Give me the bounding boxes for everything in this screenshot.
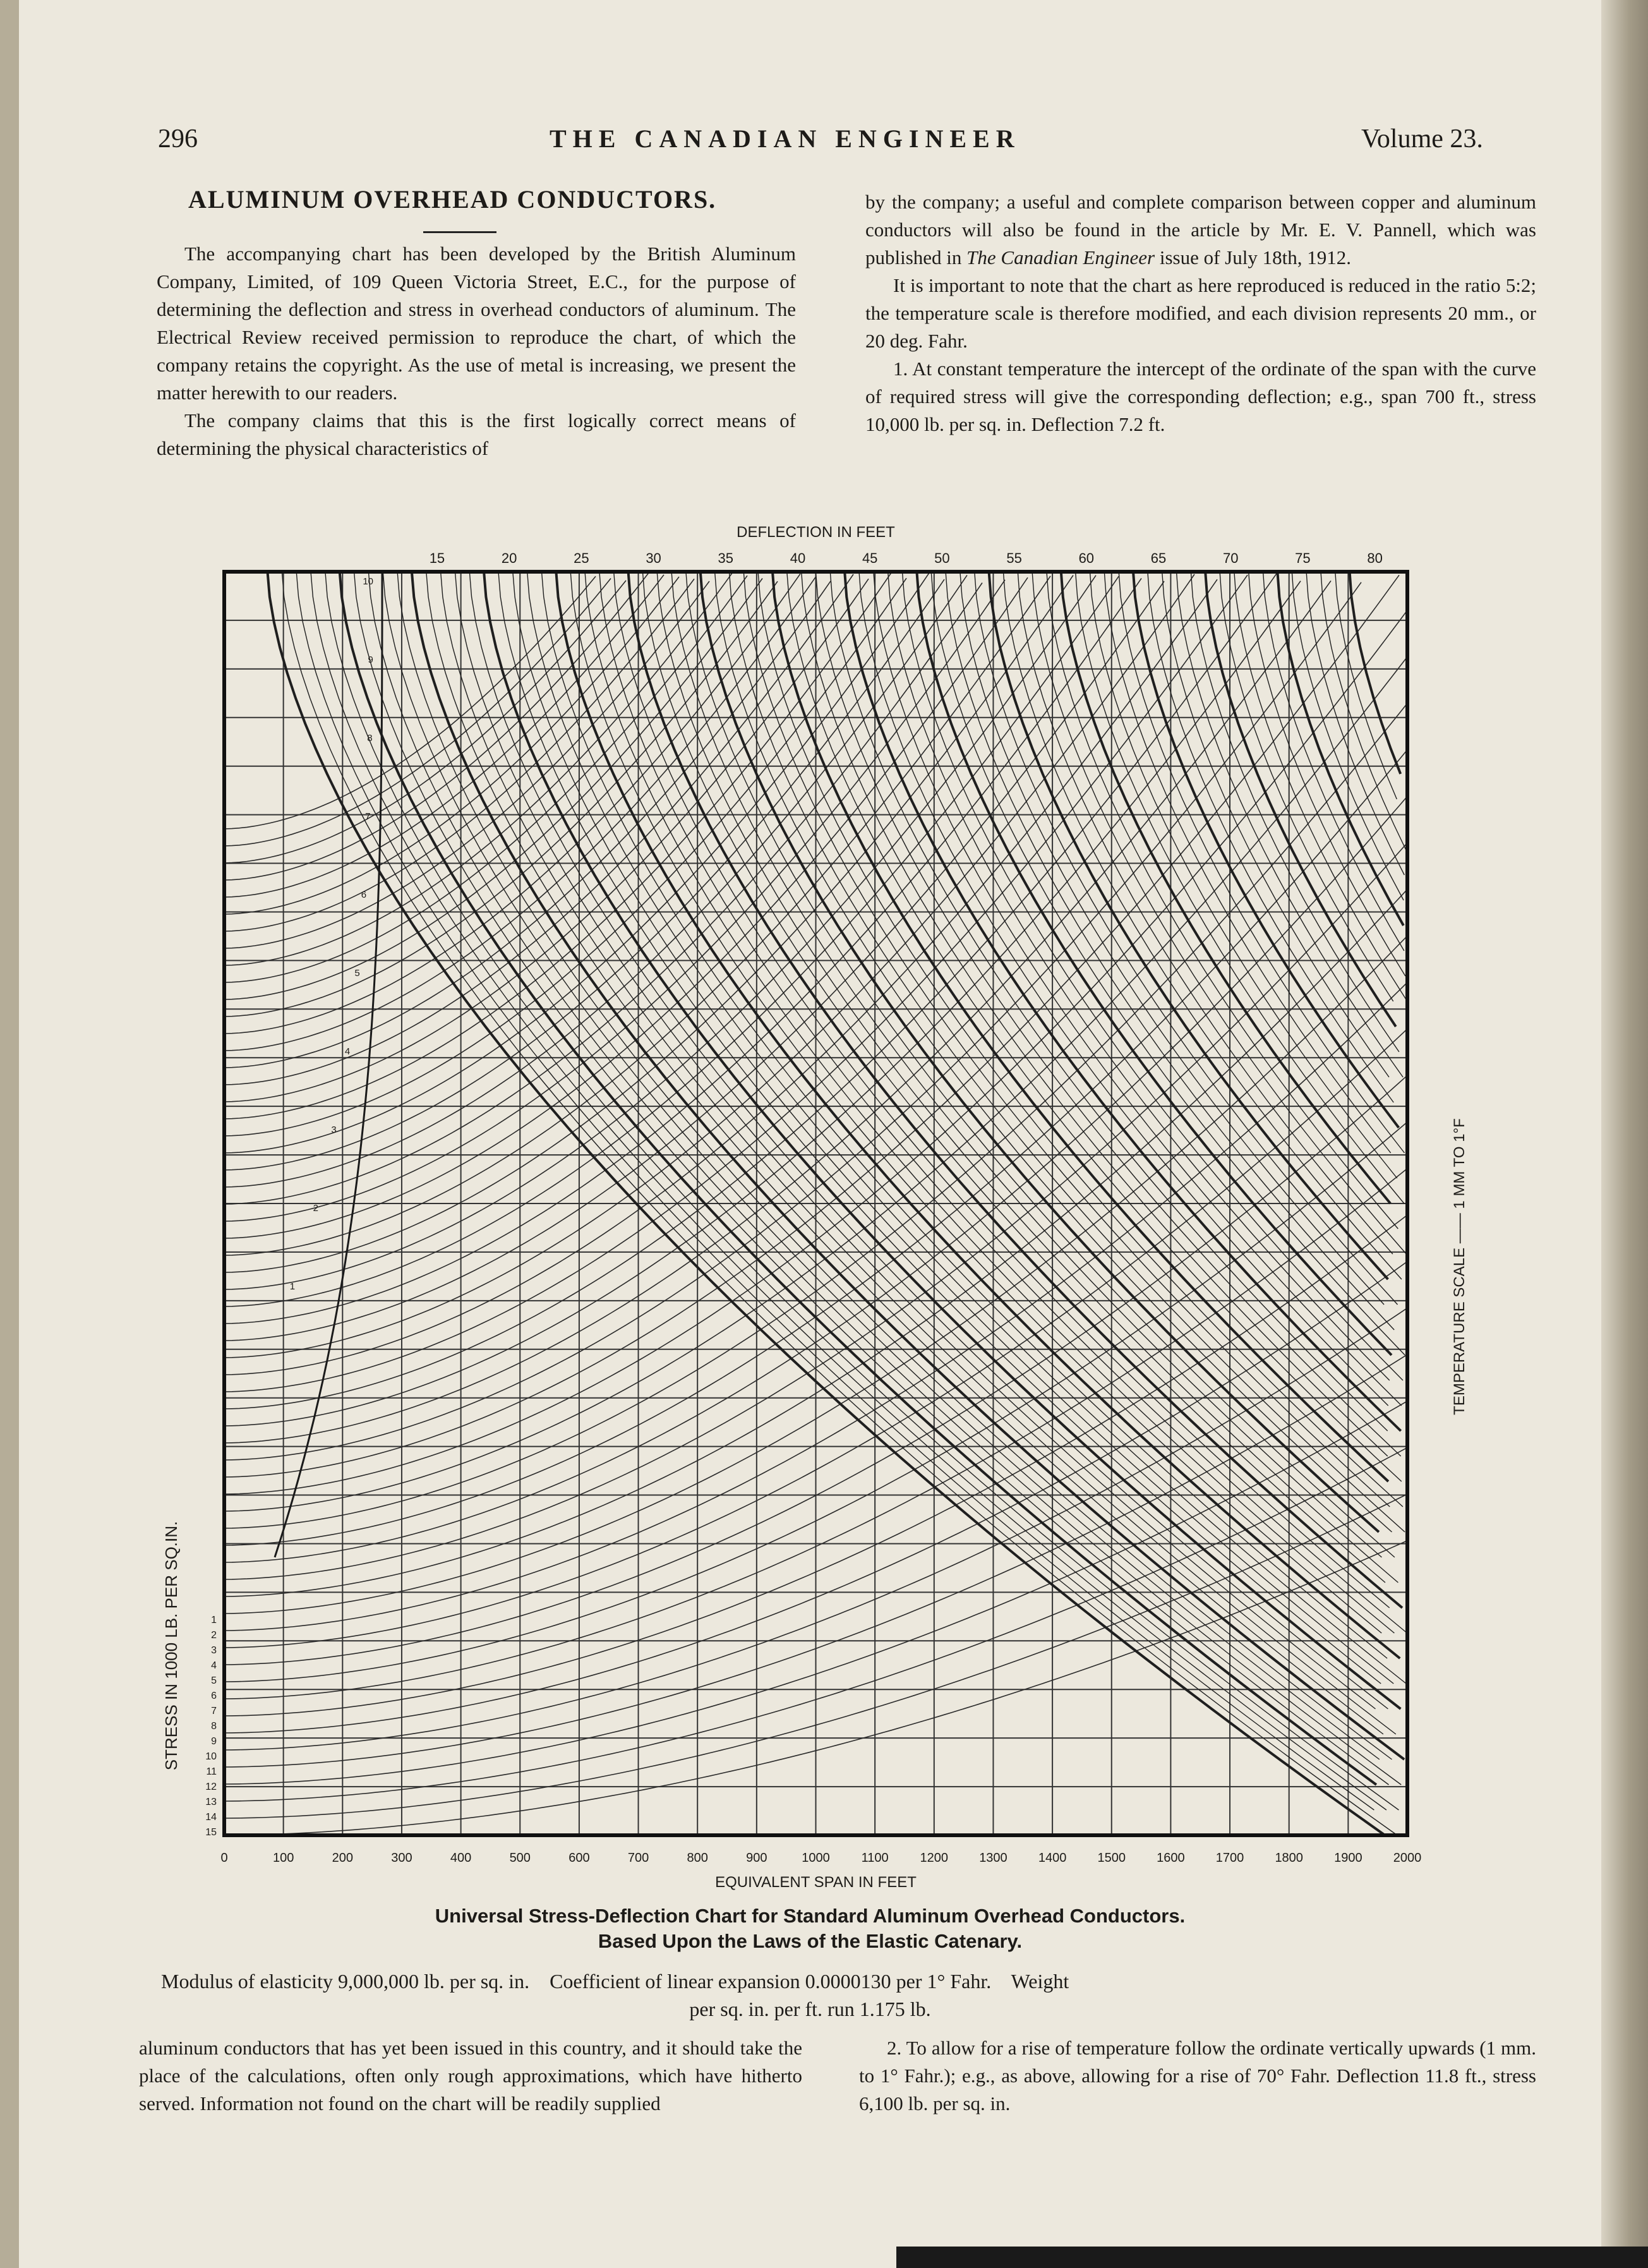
chart-caption-line-1: Universal Stress-Deflection Chart for Standard Aluminum Overhead Conductors. (435, 1905, 1186, 1927)
deflection-tick-label: 50 (934, 550, 950, 566)
stress-tick-label: 7 (211, 1706, 217, 1716)
bottom-axis-title: EQUIVALENT SPAN IN FEET (715, 1874, 917, 1891)
chart-caption-line-2: Based Upon the Laws of the Elastic Catenary. (598, 1930, 1023, 1952)
x-tick-label: 400 (450, 1851, 472, 1865)
deflection-curve (498, 572, 1381, 1684)
stress-curve (224, 574, 853, 1085)
paragraph: The accompanying chart has been developed by the British Aluminum Company, Limited, of 109 Queen Victoria Street, E.C., for the purpose of determining the deflection and stress in overhead conductors of aluminum. The Electrical Review received permission to reproduce the chart, of which the company retains the copyright. As the use of metal is increasing, we present the matter herewith to our readers. (157, 243, 796, 404)
stress-tick-label: 13 (205, 1797, 217, 1807)
inner-stress-tick-label: 7 (365, 811, 371, 822)
deflection-tick-label: 75 (1295, 550, 1311, 566)
page-edge-shadow (1601, 0, 1648, 2268)
page-number: 296 (158, 124, 198, 154)
x-tick-label: 700 (627, 1851, 649, 1865)
stress-curve (224, 576, 1096, 1289)
deflection-tick-label: 25 (574, 550, 589, 566)
x-tick-label: 2000 (1393, 1851, 1422, 1865)
deflection-curve (570, 572, 1381, 1633)
x-tick-label: 0 (220, 1851, 228, 1865)
top-axis-title: DEFLECTION IN FEET (737, 524, 895, 541)
text-run: issue of July 18th, 1912. (1155, 246, 1351, 268)
deflection-tick-label: 15 (429, 550, 445, 566)
stress-tick-label: 1 (211, 1615, 217, 1626)
journal-name-italic: The Canadian Engineer (966, 246, 1155, 268)
x-tick-label: 1400 (1038, 1851, 1067, 1865)
x-tick-label: 100 (272, 1851, 294, 1865)
inner-stress-tick-label: 9 (368, 654, 373, 665)
article-title: ALUMINUM OVERHEAD CONDUCTORS. (188, 185, 717, 214)
deflection-tick-label: 30 (646, 550, 661, 566)
inner-stress-tick-label: 10 (363, 576, 373, 587)
deflection-curve (325, 572, 1398, 1810)
stress-curve (224, 576, 596, 829)
stress-curve (224, 581, 1331, 1443)
deflection-curve (585, 572, 1394, 1633)
x-tick-label: 800 (687, 1851, 708, 1865)
stress-tick-label: 5 (211, 1675, 217, 1686)
stress-tick-label: 8 (211, 1721, 217, 1732)
x-tick-label: 200 (332, 1851, 353, 1865)
inner-stress-tick-label: 8 (367, 733, 373, 744)
deflection-tick-label: 80 (1367, 550, 1383, 566)
modulus-line-1: Modulus of elasticity 9,000,000 lb. per sq. in. Coefficient of linear expansion 0.0000130 per 1° Fahr. Weight (161, 1970, 1069, 1993)
deflection-tick-label: 40 (790, 550, 806, 566)
inner-stress-tick-label: 4 (344, 1046, 351, 1057)
scan-background (896, 2247, 1648, 2268)
deflection-curve (1032, 572, 1406, 1254)
deflection-curve (599, 572, 1407, 1633)
deflection-tick-label: 20 (501, 550, 517, 566)
deflection-curve (311, 572, 1386, 1810)
deflection-tick-label: 60 (1078, 550, 1095, 566)
deflection-curve-major (1133, 572, 1398, 1128)
chart-labels (162, 524, 1468, 1891)
x-tick-label: 1700 (1215, 1851, 1244, 1865)
x-tick-label: 600 (568, 1851, 590, 1865)
deflection-tick-label: 35 (718, 550, 734, 566)
stress-tick-label: 4 (211, 1660, 217, 1671)
stress-tick-label: 3 (211, 1645, 217, 1656)
x-tick-label: 300 (391, 1851, 412, 1865)
stress-curve (224, 576, 1050, 1255)
stress-curve (224, 578, 1141, 1324)
paragraph: The company claims that this is the first logically correct means of determining the physical characteristics of (157, 409, 796, 459)
x-tick-label: 1800 (1275, 1851, 1303, 1865)
stress-curve (224, 578, 906, 1136)
deflection-curve-major (773, 572, 1388, 1481)
deflection-tick-label: 55 (1006, 550, 1022, 566)
stress-tick-label: 6 (211, 1691, 217, 1701)
paragraph: It is important to note that the chart as here reproduced is reduced in the ratio 5:2; the temperature scale is therefore modified, and each division represents 20 mm., or 20 deg. Fahr. (865, 274, 1536, 352)
journal-title: THE CANADIAN ENGINEER (550, 124, 1021, 153)
stress-curve (224, 574, 1194, 1358)
x-tick-label: 1300 (979, 1851, 1007, 1865)
left-axis-title: STRESS IN 1000 LB. PER SQ.IN. (162, 1521, 181, 1771)
stress-tick-label: 12 (205, 1782, 217, 1792)
stress-tick-label: 11 (206, 1766, 217, 1777)
x-tick-label: 500 (509, 1851, 531, 1865)
stress-curve (224, 574, 800, 1034)
x-tick-label: 1100 (861, 1851, 889, 1865)
modulus-line-2: per sq. in. per ft. run 1.175 lb. (689, 1998, 931, 2020)
x-tick-label: 1200 (920, 1851, 949, 1865)
stress-tick-label: 10 (205, 1751, 217, 1762)
stress-tick-label: 15 (205, 1827, 217, 1838)
x-tick-label: 900 (746, 1851, 767, 1865)
deflection-curve-major (1061, 572, 1390, 1203)
stress-tick-label: 9 (211, 1736, 217, 1747)
paragraph: 2. To allow for a rise of temperature follow the ordinate vertically upwards (1 mm. to 1° Fahr.); e.g., as above, allowing for a rise of 70° Fahr. Deflection 11.8 ft., stress 6,100 lb. per sq. in. (859, 2037, 1536, 2114)
deflection-tick-label: 70 (1222, 550, 1239, 566)
text-run: by the company; a useful and complete comparison between copper and aluminum conductors will also be found in the article by Mr. E. V. Pannell, which was published in (865, 191, 1536, 268)
right-axis-title: TEMPERATURE SCALE —— 1 MM TO 1°F (1451, 1118, 1468, 1415)
deflection-curve-major (412, 572, 1404, 1759)
stress-curve (224, 576, 747, 982)
deflection-curve-major (484, 572, 1400, 1709)
inner-stress-tick-label: 6 (361, 890, 367, 900)
inner-stress-tick-label: 1 (289, 1281, 296, 1292)
inner-stress-tick-label: 2 (313, 1203, 318, 1214)
x-tick-label: 1600 (1157, 1851, 1185, 1865)
x-tick-label: 1900 (1334, 1851, 1362, 1865)
stress-curve (224, 580, 1005, 1221)
inner-stress-tick-label: 3 (331, 1125, 337, 1135)
inner-stress-tick-label: 5 (354, 968, 360, 979)
stress-tick-label: 2 (211, 1630, 217, 1641)
paragraph: 1. At constant temperature the intercept of the ordinate of the span with the curve of required stress will give the corresponding deflection; e.g., span 700 ft., stress 10,000 lb. per sq. in. Deflection 7.2 ft. (865, 358, 1536, 435)
deflection-curve (830, 572, 1387, 1431)
x-tick-label: 1500 (1097, 1851, 1126, 1865)
paragraph: aluminum conductors that has yet been issued in this country, and it should take the place of the calculations, often only rough approximations, which have hitherto served. Information not found on the chart will be readily supplied (139, 2037, 802, 2114)
x-tick-label: 1000 (802, 1851, 830, 1865)
deflection-curve (671, 572, 1381, 1557)
deflection-tick-label: 65 (1150, 550, 1167, 566)
volume-label: Volume 23. (1361, 124, 1483, 154)
deflection-curve (469, 572, 1388, 1709)
stress-tick-label: 14 (205, 1812, 217, 1823)
stress-curve (224, 583, 982, 1205)
deflection-tick-label: 45 (862, 550, 878, 566)
